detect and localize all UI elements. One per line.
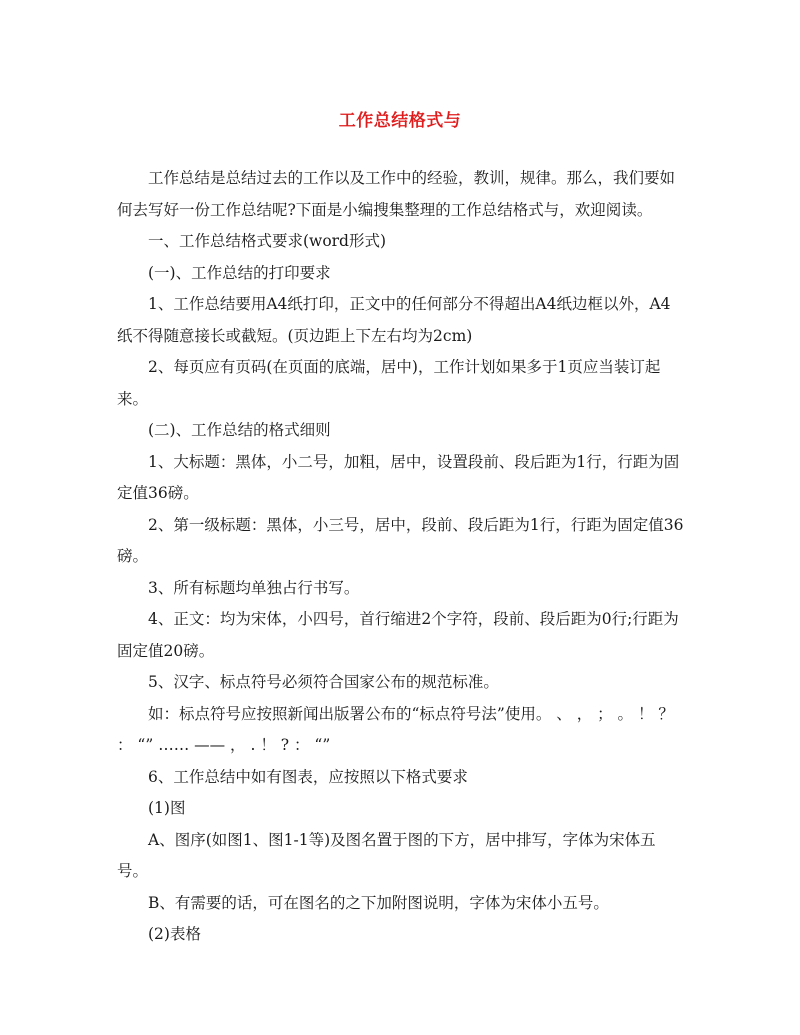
paragraph-page-numbers: 2、每页应有页码(在页面的底端，居中)，工作计划如果多于1页应当装订起来。	[117, 358, 661, 408]
document-title: 工作总结格式与	[338, 111, 462, 131]
paragraph-figure-caption: A、图序(如图1、图1-1等)及图名置于图的下方，居中排写，字体为宋体五号。	[117, 830, 656, 880]
document-body	[117, 163, 684, 951]
paragraph-a4-paper: 1、工作总结要用A4纸打印，正文中的任何部分不得超出A4纸边框以外，A4纸不得随意接长或截短。(页边距上下左右均为2cm)	[117, 295, 671, 345]
paragraph-figure-note: B、有需要的话，可在图名的之下加附图说明，字体为宋体小五号。	[148, 893, 609, 912]
heading-format-requirements: 一、工作总结格式要求(word形式)	[148, 232, 387, 250]
paragraph-first-level-title-format: 2、第一级标题：黑体，小三号，居中，段前、段后距为1行，行距为固定值36磅。	[117, 515, 684, 565]
paragraph-punctuation-example: 如：标点符号应按照新闻出版署公布的“标点符号法”使用。 、 ， ； 。 ！ ？ ： “” …… —— ， . ！ ? ： “”	[117, 704, 674, 754]
subheading-tables: (2)表格	[148, 925, 201, 943]
subheading-figures: (1)图	[148, 799, 186, 817]
paragraph-standards: 5、汉字、标点符号必须符合国家公布的规范标准。	[148, 673, 499, 691]
paragraph-charts-requirements: 6、工作总结中如有图表，应按照以下格式要求	[148, 767, 468, 786]
subheading-print-requirements: (一)、工作总结的打印要求	[148, 263, 331, 282]
subheading-format-details: (二)、工作总结的格式细则	[148, 421, 331, 439]
paragraph-body-text-format: 4、正文：均为宋体，小四号，首行缩进2个字符，段前、段后距为0行;行距为固定值20磅。	[117, 610, 679, 660]
paragraph-main-title-format: 1、大标题：黑体，小二号，加粗，居中，设置段前、段后距为1行，行距为固定值36磅。	[117, 452, 680, 502]
paragraph-titles-own-line: 3、所有标题均单独占行书写。	[148, 578, 360, 597]
paragraph-intro: 工作总结是总结过去的工作以及工作中的经验，教训，规律。那么，我们要如何去写好一份工作总结呢?下面是小编搜集整理的工作总结格式与，欢迎阅读。	[117, 169, 676, 219]
